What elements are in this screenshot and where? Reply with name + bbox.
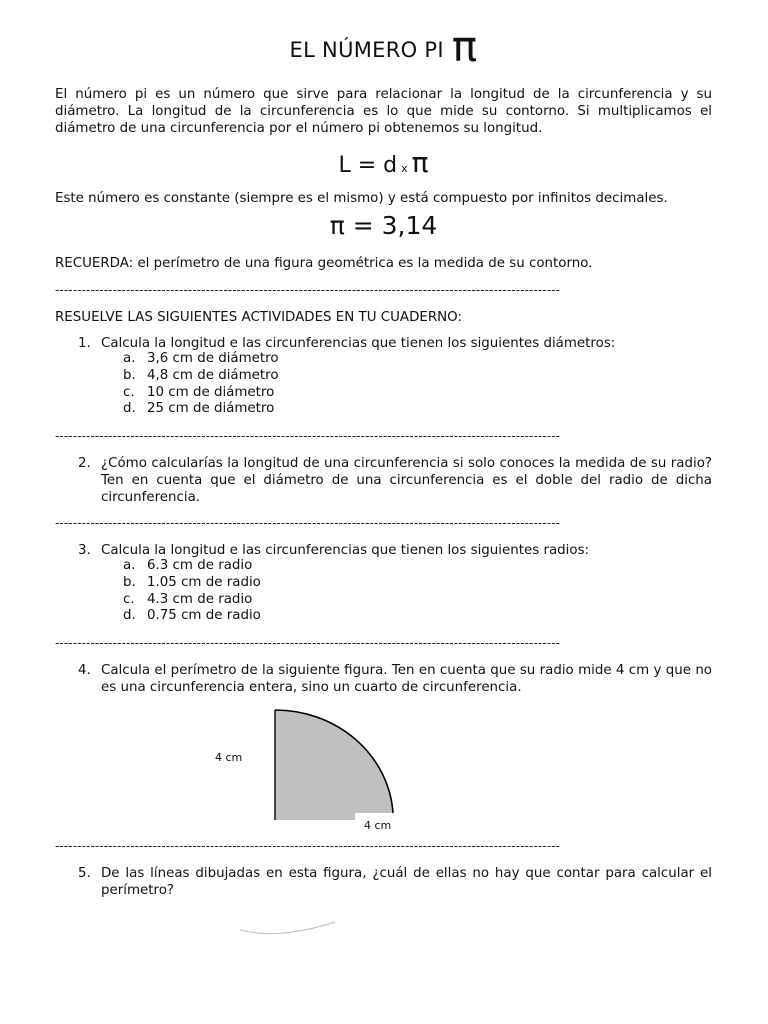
separator-line: ------------------------------------------------------------------------------------------------------------------ <box>55 429 561 443</box>
length-formula <box>55 146 712 179</box>
question-number: 3. <box>78 543 91 558</box>
question-text: Calcula la longitud e las circunferencias que tienen los siguientes radios: <box>101 543 590 558</box>
vertical-radius-label: 4 cm <box>215 751 243 764</box>
question-number: 4. <box>78 663 91 678</box>
constant-paragraph: Este número es constante (siempre es el mismo) y está compuesto por infinitos decimales. <box>55 191 668 206</box>
instructions-heading: RESUELVE LAS SIGUIENTES ACTIVIDADES EN TU CUADERNO: <box>55 310 462 325</box>
list-item: a. 6.3 cm de radio <box>123 558 253 573</box>
question-1-items <box>123 351 279 418</box>
separator-line: ------------------------------------------------------------------------------------------------------------------ <box>55 636 561 650</box>
quarter-circle-fill <box>275 710 393 820</box>
separator-line: ------------------------------------------------------------------------------------------------------------------ <box>55 283 561 297</box>
question-4 <box>55 662 712 696</box>
quarter-circle-figure <box>205 703 445 838</box>
pi-value: π = 3,14 <box>329 211 438 240</box>
question-number: 5. <box>78 866 91 881</box>
question-number: 2. <box>78 456 91 471</box>
title-text: EL NÚMERO PI <box>289 38 444 62</box>
pi-symbol: π <box>451 22 478 71</box>
horizontal-radius-label: 4 cm <box>364 819 392 832</box>
list-item: d. 25 cm de diámetro <box>123 401 275 417</box>
question-text: ¿Cómo calcularías la longitud de una circunferencia si solo conoces la medida de su radio? Ten en cuenta que el diámetro de una circunferencia es el doble del radio de dicha circunferencia. <box>101 456 712 505</box>
separator-line: ------------------------------------------------------------------------------------------------------------------ <box>55 839 561 853</box>
intro-paragraph: El número pi es un número que sirve para relacionar la longitud de la circunferencia y su diámetro. La longitud de la circunferencia es lo que mide su contorno. Si multiplicamos el diámetro de una circunferencia por el número pi obtenemos su longitud. <box>55 87 712 136</box>
quarter-circle-diagram <box>205 703 445 838</box>
separator-line: ------------------------------------------------------------------------------------------------------------------ <box>55 516 561 530</box>
reminder-text: RECUERDA: el perímetro de una figura geométrica es la medida de su contorno. <box>55 256 593 271</box>
list-item: b. 1.05 cm de radio <box>123 574 261 590</box>
question-3-items <box>123 558 261 625</box>
question-2 <box>55 455 712 506</box>
list-item: a. 3,6 cm de diámetro <box>123 351 279 366</box>
formula-pi: π <box>411 146 429 179</box>
formula-operator: x <box>401 162 408 175</box>
list-item: c. 4.3 cm de radio <box>123 591 253 607</box>
list-item: d. 0.75 cm de radio <box>123 608 261 624</box>
partial-figure-arc <box>225 900 345 940</box>
faint-arc <box>240 922 335 934</box>
page-title <box>55 22 712 71</box>
formula-lhs: L = d <box>338 153 398 178</box>
question-text: De las líneas dibujadas en esta figura, ¿cuál de ellas no hay que contar para calcular el perímetro? <box>101 866 712 898</box>
question-3 <box>55 542 712 559</box>
list-item: b. 4,8 cm de diámetro <box>123 367 279 383</box>
list-item: c. 10 cm de diámetro <box>123 384 275 400</box>
question-5 <box>55 865 712 899</box>
question-text: Calcula el perímetro de la siguiente figura. Ten en cuenta que su radio mide 4 cm y que no es una circunferencia entera, sino un cuarto de circunferencia. <box>101 663 712 695</box>
question-text: Calcula la longitud e las circunferencias que tienen los siguientes diámetros: <box>101 336 616 351</box>
question-number: 1. <box>78 336 91 351</box>
question-1 <box>55 335 712 352</box>
